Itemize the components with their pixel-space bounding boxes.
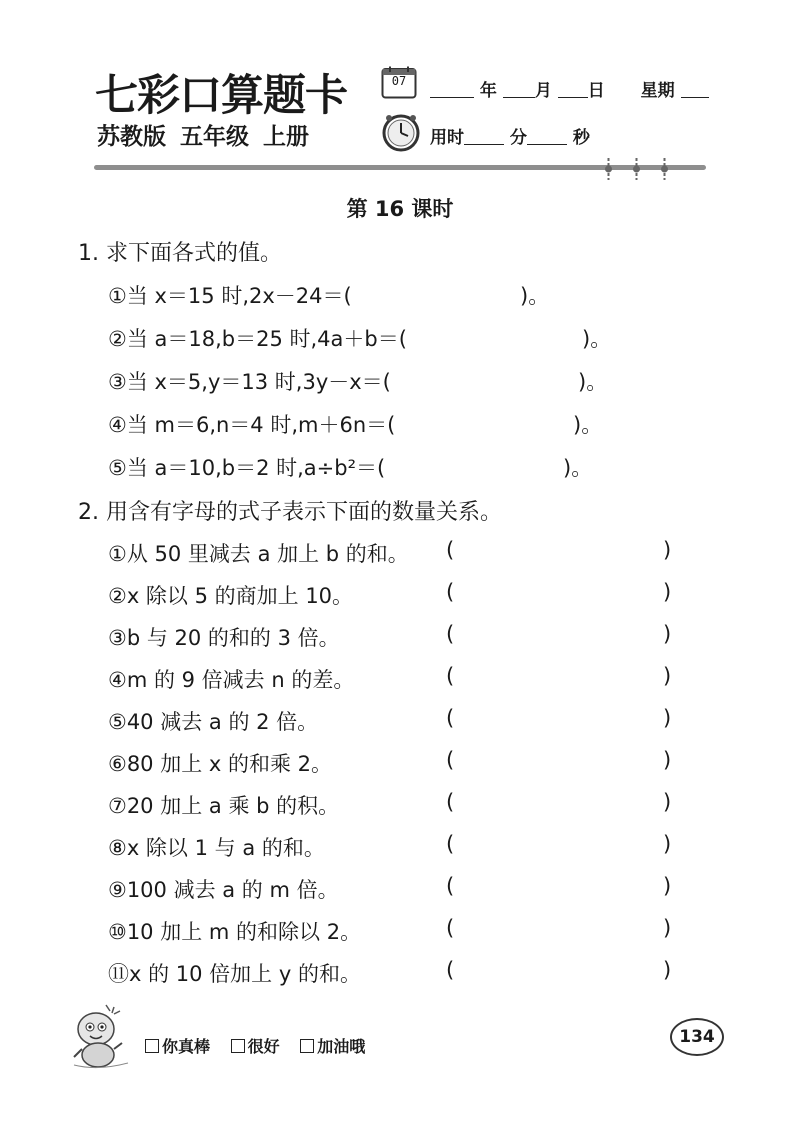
q2-item-text: ⑤40 减去 a 的 2 倍。 — [108, 710, 319, 734]
weekday-label: 星期 — [640, 81, 675, 101]
answer-paren-open[interactable]: ( — [446, 538, 455, 562]
rating-options — [145, 1034, 380, 1057]
q1-item — [108, 366, 391, 396]
answer-paren-open[interactable]: ( — [446, 748, 455, 772]
question-1-title: 1. 求下面各式的值。 — [78, 241, 282, 266]
checkbox-icon[interactable] — [145, 1039, 159, 1053]
month-blank[interactable] — [503, 81, 535, 98]
day-blank[interactable] — [558, 81, 588, 98]
answer-paren-close[interactable]: ) — [663, 832, 672, 856]
divider-bead — [661, 158, 668, 180]
q2-item — [108, 916, 361, 946]
q1-item-close: )。 — [563, 456, 593, 480]
q2-item-text: ①从 50 里减去 a 加上 b 的和。 — [108, 542, 409, 566]
brand-title: 七彩口算题卡 — [95, 71, 347, 121]
time-line — [430, 123, 590, 148]
calendar-day: 07 — [391, 74, 407, 88]
answer-paren-open[interactable]: ( — [446, 832, 455, 856]
answer-paren-open[interactable]: ( — [446, 790, 455, 814]
answer-paren-close[interactable]: ) — [663, 664, 672, 688]
rating-good[interactable] — [231, 1037, 280, 1056]
q1-item-close: )。 — [582, 327, 612, 351]
q1-item-close: )。 — [573, 413, 603, 437]
answer-paren-open[interactable]: ( — [446, 958, 455, 982]
day-label: 日 — [587, 81, 605, 101]
answer-paren-close[interactable]: ) — [663, 580, 672, 604]
q2-item — [108, 958, 361, 988]
rating-keep-going[interactable] — [300, 1037, 365, 1056]
q1-item-text: ⑤当 a＝10,b＝2 时,a÷b²＝( — [108, 456, 386, 480]
answer-paren-close[interactable]: ) — [663, 958, 672, 982]
q1-item — [108, 280, 352, 310]
minutes-label: 分 — [509, 128, 527, 148]
seconds-blank[interactable] — [527, 128, 567, 145]
edition-label: 苏教版 五年级 上册 — [97, 124, 310, 150]
q2-item-text: ⑩10 加上 m 的和除以 2。 — [108, 920, 362, 944]
header-divider — [94, 165, 706, 170]
q2-item-text: ⑥80 加上 x 的和乘 2。 — [108, 752, 333, 776]
time-used-label: 用时 — [430, 128, 464, 148]
q1-item — [108, 409, 395, 439]
month-label: 月 — [534, 81, 552, 101]
q2-item — [108, 580, 353, 610]
year-blank[interactable] — [430, 81, 474, 98]
q1-item-text: ③当 x＝5,y＝13 时,3y－x＝( — [108, 370, 391, 394]
checkbox-icon[interactable] — [231, 1039, 245, 1053]
q2-item — [108, 748, 332, 778]
checkbox-icon[interactable] — [300, 1039, 314, 1053]
answer-paren-open[interactable]: ( — [446, 916, 455, 940]
minutes-blank[interactable] — [464, 128, 504, 145]
q2-item-text: ②x 除以 5 的商加上 10。 — [108, 584, 354, 608]
q2-item-text: ⑪x 的 10 倍加上 y 的和。 — [108, 962, 361, 986]
page-number: 134 — [670, 1018, 724, 1056]
mascot-icon — [70, 1003, 132, 1069]
q2-item — [108, 832, 325, 862]
q2-item — [108, 538, 409, 568]
q2-item-text: ③b 与 20 的和的 3 倍。 — [108, 626, 340, 650]
seconds-label: 秒 — [572, 128, 590, 148]
answer-paren-close[interactable]: ) — [663, 622, 672, 646]
q2-item — [108, 664, 354, 694]
answer-paren-close[interactable]: ) — [663, 538, 672, 562]
answer-paren-open[interactable]: ( — [446, 580, 455, 604]
weekday-blank[interactable] — [681, 81, 709, 98]
divider-bead — [633, 158, 640, 180]
answer-paren-close[interactable]: ) — [663, 790, 672, 814]
q2-item-text: ⑨100 减去 a 的 m 倍。 — [108, 878, 339, 902]
question-2-title: 2. 用含有字母的式子表示下面的数量关系。 — [78, 500, 502, 525]
q1-item-text: ④当 m＝6,n＝4 时,m＋6n＝( — [108, 413, 396, 437]
q2-item — [108, 874, 339, 904]
answer-paren-close[interactable]: ) — [663, 916, 672, 940]
q2-item-text: ⑧x 除以 1 与 a 的和。 — [108, 836, 325, 860]
q2-item — [108, 622, 340, 652]
q1-item-text: ②当 a＝18,b＝25 时,4a＋b＝( — [108, 327, 407, 351]
divider-bead — [605, 158, 612, 180]
q1-item-text: ①当 x＝15 时,2x－24＝( — [108, 284, 352, 308]
answer-paren-open[interactable]: ( — [446, 706, 455, 730]
rating-label: 很好 — [247, 1037, 280, 1056]
answer-paren-close[interactable]: ) — [663, 874, 672, 898]
answer-paren-open[interactable]: ( — [446, 664, 455, 688]
q1-item — [108, 452, 385, 482]
q1-item-close: )。 — [578, 370, 608, 394]
date-line — [430, 76, 709, 101]
rating-label: 加油哦 — [317, 1037, 366, 1056]
answer-paren-close[interactable]: ) — [663, 706, 672, 730]
calendar-icon — [381, 66, 417, 99]
lesson-title: 第 16 课时 — [346, 197, 454, 221]
rating-excellent[interactable] — [145, 1037, 210, 1056]
q2-item-text: ⑦20 加上 a 乘 b 的积。 — [108, 794, 340, 818]
q2-item — [108, 790, 339, 820]
answer-paren-open[interactable]: ( — [446, 622, 455, 646]
answer-paren-close[interactable]: ) — [663, 748, 672, 772]
q2-item-text: ④m 的 9 倍减去 n 的差。 — [108, 668, 355, 692]
year-label: 年 — [479, 81, 497, 101]
q1-item — [108, 323, 407, 353]
rating-label: 你真棒 — [162, 1037, 211, 1056]
clock-icon — [381, 112, 421, 152]
answer-paren-open[interactable]: ( — [446, 874, 455, 898]
q1-item-close: )。 — [520, 284, 550, 308]
q2-item — [108, 706, 318, 736]
